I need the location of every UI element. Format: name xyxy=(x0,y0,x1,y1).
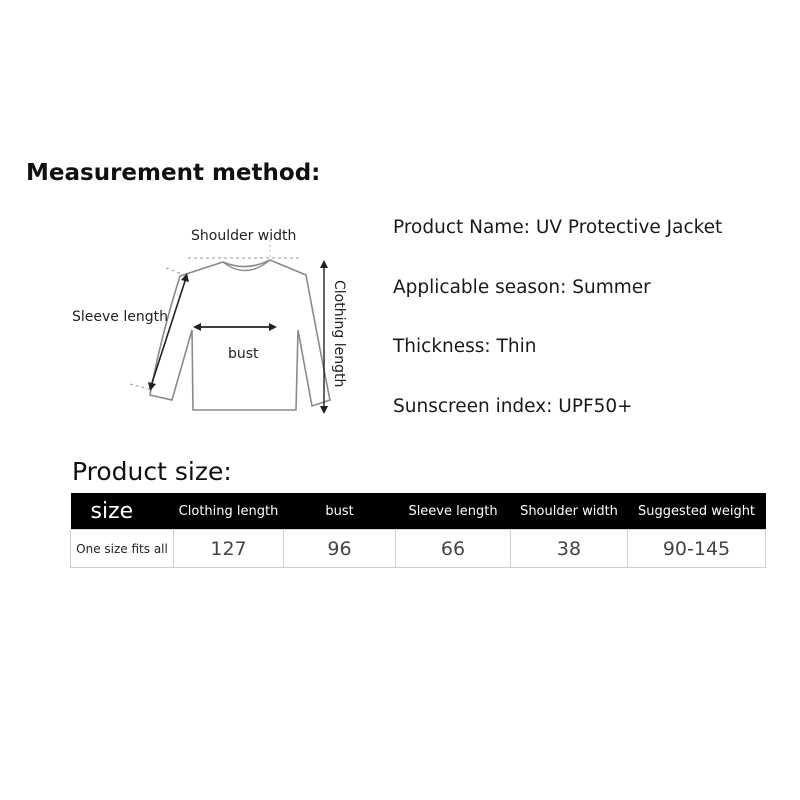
bust-label: bust xyxy=(228,346,259,362)
cell-suggested-weight: 90-145 xyxy=(628,530,766,568)
product-size-title: Product size: xyxy=(72,457,232,486)
size-table-header-row xyxy=(71,493,766,530)
size-table xyxy=(70,493,766,568)
sleeve-length-label: Sleeve length xyxy=(72,309,168,325)
shoulder-width-label: Shoulder width xyxy=(191,228,297,244)
cell-bust: 96 xyxy=(284,530,396,568)
cell-size: One size fits all xyxy=(71,530,174,568)
header-shoulder-width: Shoulder width xyxy=(511,493,628,530)
header-size: size xyxy=(71,493,174,530)
header-sleeve-length: Sleeve length xyxy=(396,493,511,530)
table-row xyxy=(71,530,766,568)
header-suggested-weight: Suggested weight xyxy=(628,493,766,530)
spec-product-name: Product Name: UV Protective Jacket xyxy=(393,217,723,238)
header-clothing-length: Clothing length xyxy=(174,493,284,530)
product-specs xyxy=(393,216,722,454)
clothing-length-label: Clothing length xyxy=(331,280,347,388)
cell-shoulder-width: 38 xyxy=(511,530,628,568)
jacket-measurement-diagram xyxy=(60,200,380,430)
spec-thickness: Thickness: Thin xyxy=(393,336,537,357)
cell-sleeve-length: 66 xyxy=(396,530,511,568)
cell-clothing-length: 127 xyxy=(174,530,284,568)
header-bust: bust xyxy=(284,493,396,530)
spec-applicable-season: Applicable season: Summer xyxy=(393,276,651,298)
measurement-method-title: Measurement method: xyxy=(26,160,321,186)
spec-sunscreen-index: Sunscreen index: UPF50+ xyxy=(393,395,633,417)
